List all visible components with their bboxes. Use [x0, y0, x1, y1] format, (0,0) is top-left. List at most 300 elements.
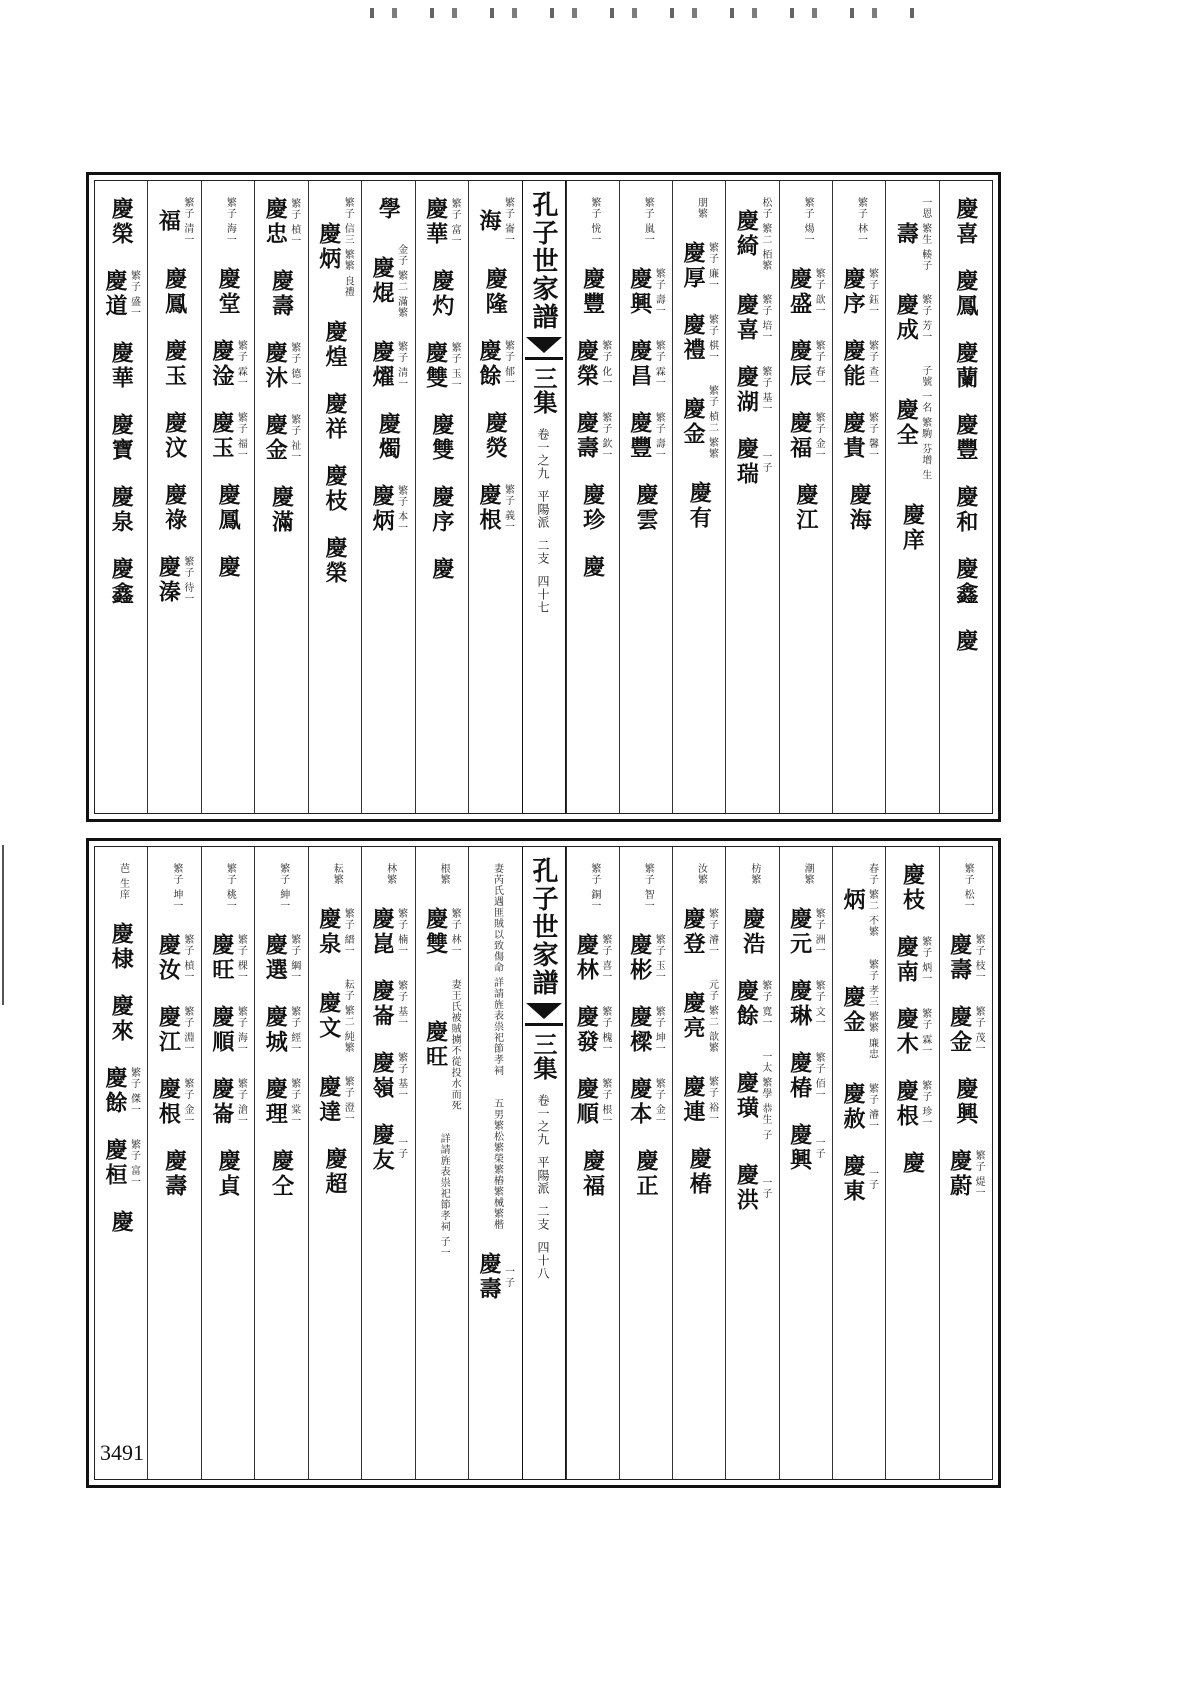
entry — [371, 340, 406, 390]
text-column — [95, 181, 147, 813]
person-name: 慶枝 — [899, 863, 926, 913]
person-name: 慶赦 — [839, 1081, 866, 1132]
person-name: 慶喜 — [952, 197, 979, 247]
annotation: 繁子 歆一 — [813, 268, 825, 317]
annotation: 繁子 玉一 — [449, 341, 461, 391]
annotation: 繁子 玉一 — [653, 934, 665, 983]
text-column — [725, 847, 778, 1479]
person-name: 慶南 — [893, 935, 920, 985]
annotation: 繁子 培一 — [759, 294, 771, 343]
entry — [422, 979, 461, 1111]
person-name: 慶豐 — [952, 413, 979, 463]
annotation: 繁子 茂一 — [973, 1006, 985, 1055]
annotation: 繁子 信三 繁繁 良禮 — [342, 197, 354, 298]
person-name: 慶木 — [893, 1007, 920, 1057]
left-half — [95, 181, 522, 813]
person-name: 慶金 — [262, 413, 289, 463]
annotation: 繁子 濬一 — [706, 907, 718, 957]
person-name: 慶本 — [626, 1077, 653, 1128]
entry — [428, 485, 455, 535]
entry — [626, 933, 665, 984]
entry — [575, 1077, 610, 1127]
person-name: 慶華 — [108, 341, 135, 391]
entry — [682, 1075, 717, 1125]
annotation: 詳請旌表祟祀節孝祠 子一 — [438, 1133, 450, 1259]
person-name: 慶順 — [208, 1005, 235, 1056]
person-name: 慶金 — [946, 1005, 973, 1056]
annotation: 繁子 基一 — [395, 1051, 407, 1101]
person-name: 慶理 — [262, 1077, 289, 1128]
annotation: 子號 一名 繁駒 芬增 生 — [919, 365, 931, 482]
entry — [952, 197, 979, 247]
annotation: 繁子 松一 — [962, 863, 974, 912]
entry — [735, 979, 770, 1029]
genealogy-page-47 — [86, 172, 1001, 822]
entry — [208, 933, 247, 984]
entry — [575, 933, 610, 983]
person-name: 慶庠 — [899, 503, 926, 554]
book-title: 孔子世家譜 — [528, 857, 558, 997]
entry — [682, 907, 717, 957]
annotation: 繁子 裕一 — [706, 1076, 718, 1125]
text-column — [939, 181, 992, 813]
person-name: 慶湖 — [733, 365, 760, 416]
fish-tail-mark — [526, 337, 562, 353]
annotation: 繁子 崙一 — [502, 197, 514, 246]
person-name: 慶福 — [579, 1149, 606, 1200]
entry — [275, 863, 288, 911]
annotation: 繁子 化一 — [599, 340, 611, 389]
entry — [371, 979, 406, 1029]
annotation: 繁子 坤一 — [653, 1006, 665, 1055]
entry — [108, 994, 135, 1045]
person-name: 慶江 — [155, 1005, 182, 1056]
entry — [161, 411, 188, 462]
person-name: 慶溱 — [155, 555, 182, 606]
volume-info — [535, 418, 552, 614]
person-name: 慶林 — [573, 933, 600, 984]
annotation: 繁子 海一 — [224, 197, 236, 246]
person-name: 炳 — [839, 887, 866, 913]
text-column — [254, 181, 307, 813]
person-name: 慶亮 — [680, 991, 707, 1042]
right-half — [566, 847, 993, 1479]
person-name: 慶連 — [680, 1075, 707, 1126]
person-name: 壽 — [893, 221, 920, 247]
person-name: 慶煌 — [321, 319, 348, 370]
entry — [735, 1051, 770, 1141]
entry — [839, 411, 878, 462]
entry — [268, 485, 295, 535]
person-name: 慶樑 — [626, 1005, 653, 1056]
text-column — [619, 847, 672, 1479]
entry — [482, 411, 509, 462]
entry — [422, 197, 461, 247]
entry — [482, 267, 509, 318]
entry — [735, 365, 770, 415]
entry — [693, 863, 706, 885]
person-name: 慶 — [899, 1151, 926, 1176]
entry — [735, 197, 770, 271]
person-name: 慶沐 — [262, 341, 289, 391]
annotation: 繁子 祉一 — [288, 413, 300, 463]
person-name: 慶 — [428, 557, 455, 582]
entry — [315, 197, 354, 298]
entry — [101, 1138, 140, 1189]
text-column — [308, 847, 361, 1479]
text-column — [779, 181, 832, 813]
annotation: 繁子 寬一 — [759, 979, 771, 1029]
entry — [586, 863, 599, 911]
person-name: 慶福 — [786, 411, 813, 462]
person-name: 慶綺 — [733, 209, 760, 260]
annotation: 繁子 基一 — [759, 366, 771, 415]
annotation: 繁子 炳一 — [919, 935, 931, 985]
entry — [264, 1077, 299, 1127]
person-name: 慶鑫 — [952, 557, 979, 607]
annotation: 繁子 紳一 — [277, 863, 289, 912]
entry — [215, 555, 242, 581]
person-name: 慶仝 — [268, 1149, 295, 1200]
person-name: 慶蘭 — [952, 341, 979, 391]
entry — [208, 1077, 247, 1128]
entry — [899, 503, 926, 554]
annotation: 繁子 孝三 繁繁 廉忠 — [866, 959, 878, 1060]
person-name: 慶能 — [839, 339, 866, 390]
person-name: 慶來 — [108, 994, 135, 1045]
person-name: 慶焜 — [369, 256, 396, 307]
entry — [321, 319, 348, 370]
annotation: 繁子 文一 — [813, 979, 825, 1029]
annotation: 繁子 芳一 — [919, 294, 931, 343]
text-column — [832, 847, 885, 1479]
annotation: 妻王氏被賊擄不從投水而死 — [449, 979, 461, 1111]
entry — [264, 1005, 299, 1055]
text-column — [832, 181, 885, 813]
person-name: 慶超 — [321, 1147, 348, 1198]
person-name: 慶金 — [839, 984, 866, 1035]
entry — [215, 267, 242, 318]
person-name: 慶枝 — [321, 463, 348, 514]
person-name: 慶炳 — [315, 222, 342, 273]
entry — [315, 907, 354, 957]
entry — [682, 385, 717, 459]
page-number: 四十七 — [536, 575, 550, 614]
entry — [735, 437, 770, 487]
sub-branch: 二支 — [536, 1205, 550, 1231]
entry — [846, 483, 873, 534]
person-name: 學 — [375, 197, 402, 222]
text-column — [201, 847, 254, 1479]
annotation: 繁子 查一 — [866, 340, 878, 389]
annotation: 一子 — [866, 1167, 878, 1190]
entry — [952, 485, 979, 535]
text-column — [95, 847, 147, 1479]
person-name: 慶登 — [680, 907, 707, 957]
entry — [839, 339, 878, 390]
page-frame — [94, 180, 993, 814]
entry — [215, 483, 242, 534]
entry — [839, 1081, 878, 1132]
scan-edge-line — [2, 845, 4, 1005]
person-name: 慶榮 — [573, 339, 600, 390]
annotation: 一子 — [813, 1137, 825, 1159]
annotation: 繁子 珍一 — [919, 1079, 931, 1129]
person-name: 慶榮 — [108, 197, 135, 247]
annotation: 繁子 煶一 — [973, 1150, 985, 1199]
text-column — [201, 181, 254, 813]
annotation: 繁子 待一 — [181, 556, 193, 605]
entry — [108, 557, 135, 607]
entry — [382, 863, 395, 885]
annotation: 春子 繁二 不繁 — [866, 863, 878, 938]
text-column — [672, 847, 725, 1479]
person-name: 慶旺 — [422, 1020, 449, 1070]
person-name: 慶隆 — [482, 267, 509, 318]
annotation: 繁子 銅一 — [588, 863, 600, 912]
entry — [315, 1075, 354, 1126]
person-name: 慶崙 — [208, 1077, 235, 1128]
entry — [157, 197, 192, 245]
entry — [108, 1210, 135, 1236]
text-column — [147, 181, 200, 813]
entry — [108, 922, 135, 973]
annotation: 繁子 楨一 — [288, 197, 300, 247]
person-name: 慶椿 — [686, 1147, 713, 1198]
entry — [739, 907, 766, 957]
text-column — [885, 847, 938, 1479]
person-name: 慶壽 — [946, 933, 973, 984]
person-name: 慶忠 — [262, 197, 289, 247]
person-name: 慶順 — [573, 1077, 600, 1128]
entry — [161, 267, 188, 318]
person-name: 慶貞 — [215, 1149, 242, 1200]
person-name: 慶雙 — [428, 413, 455, 463]
person-name: 慶豐 — [626, 411, 653, 462]
annotation: 繁子 縉一 — [342, 907, 354, 957]
person-name: 慶 — [215, 555, 242, 581]
annotation: 繁子 濬一 — [866, 1082, 878, 1131]
person-name: 慶餘 — [101, 1066, 128, 1117]
entry — [586, 197, 599, 245]
person-name: 慶灼 — [428, 269, 455, 319]
person-name: 慶根 — [893, 1079, 920, 1129]
person-name: 慶禮 — [680, 313, 707, 363]
person-name: 慶棣 — [108, 922, 135, 973]
text-column — [147, 847, 200, 1479]
entry — [895, 365, 930, 481]
person-name: 慶浩 — [739, 907, 766, 957]
entry — [579, 267, 606, 318]
entry — [786, 1051, 825, 1101]
annotation: 繁子 盛一 — [128, 269, 140, 319]
text-column — [566, 847, 619, 1479]
scan-edge-marks — [370, 8, 930, 18]
entry — [632, 1149, 659, 1200]
person-name: 慶椿 — [786, 1051, 813, 1101]
text-column — [254, 847, 307, 1479]
entry — [108, 485, 135, 535]
entry — [478, 1252, 513, 1302]
scan-page-number: 3491 — [100, 1440, 144, 1465]
right-half — [566, 181, 993, 813]
entry — [371, 1051, 406, 1101]
entry — [952, 557, 979, 607]
entry — [478, 483, 513, 533]
entry — [853, 197, 866, 245]
person-name: 慶琳 — [786, 979, 813, 1029]
entry — [268, 269, 295, 319]
annotation: 芭 生庠 — [117, 863, 129, 901]
person-name: 慶壽 — [268, 269, 295, 319]
entry — [101, 1066, 140, 1117]
person-name: 慶興 — [626, 267, 653, 318]
page-frame — [94, 846, 993, 1480]
entry — [428, 269, 455, 319]
person-name: 慶寶 — [108, 413, 135, 463]
person-name: 慶金 — [680, 397, 707, 448]
genealogy-page-48 — [86, 838, 1001, 1488]
annotation: 繁子 淵一 — [181, 1006, 193, 1055]
entry — [268, 1149, 295, 1200]
entry — [264, 413, 299, 463]
annotation: 繁子 桃一 — [224, 863, 236, 912]
person-name: 慶厚 — [680, 241, 707, 291]
person-name: 慶雙 — [422, 341, 449, 391]
annotation: 繁子 福一 — [235, 412, 247, 461]
entry — [693, 197, 706, 219]
annotation: 繁子 洲一 — [813, 907, 825, 957]
annotation: 繁子 佰一 — [813, 1051, 825, 1101]
person-name: 慶蔚 — [946, 1149, 973, 1200]
text-column — [361, 847, 414, 1479]
entry — [640, 863, 653, 911]
annotation: 金子 繁二 滿繁 — [395, 244, 407, 319]
person-name: 慶滿 — [268, 485, 295, 535]
annotation: 繁子 郁一 — [502, 340, 514, 389]
annotation: 繁子 德一 — [288, 341, 300, 391]
person-name: 慶貴 — [839, 411, 866, 462]
person-name: 慶盛 — [786, 267, 813, 318]
person-name: 福 — [155, 208, 182, 234]
person-name: 慶昌 — [626, 339, 653, 390]
entry — [800, 863, 813, 885]
person-name: 慶成 — [893, 293, 920, 344]
annotation: 繁子 霖一 — [919, 1007, 931, 1057]
entry — [786, 979, 825, 1029]
entry — [108, 413, 135, 463]
person-name: 慶祥 — [321, 391, 348, 442]
entry — [640, 197, 653, 245]
person-name: 慶全 — [893, 398, 920, 449]
person-name: 慶江 — [792, 483, 819, 534]
person-name: 慶正 — [632, 1149, 659, 1200]
annotation: 繁子 欽一 — [599, 412, 611, 461]
entry — [626, 267, 665, 318]
person-name: 慶洪 — [733, 1162, 760, 1213]
person-name: 慶崙 — [369, 979, 396, 1029]
person-name: 慶壽 — [476, 1252, 503, 1303]
annotation: 繁子 春一 — [813, 340, 825, 389]
annotation: 繁子 楨一 — [181, 934, 193, 983]
annotation: 繁子 傑一 — [128, 1067, 140, 1116]
entry — [626, 1005, 665, 1056]
annotation: 林繁 — [384, 863, 396, 885]
annotation: 繁子 馨一 — [866, 412, 878, 461]
entry — [786, 339, 825, 390]
entry — [626, 339, 665, 390]
annotation: 繁子 清一 — [181, 197, 193, 246]
annotation: 繁子 霖一 — [235, 340, 247, 389]
annotation: 繁子 廉一 — [706, 241, 718, 291]
annotation: 一子 — [759, 1176, 771, 1199]
text-column — [939, 847, 992, 1479]
annotation: 繁子 棠一 — [288, 1078, 300, 1127]
annotation: 繁子 煬一 — [802, 197, 814, 246]
entry — [800, 197, 813, 245]
text-column — [885, 181, 938, 813]
person-name: 慶鳳 — [161, 267, 188, 318]
person-name: 慶文 — [315, 991, 342, 1042]
person-name: 慶雲 — [632, 483, 659, 534]
sub-branch: 二支 — [536, 539, 550, 565]
text-column — [468, 181, 521, 813]
entry — [161, 1149, 188, 1200]
person-name: 慶序 — [428, 485, 455, 535]
annotation: 五男繁松繁榮繁樁繁械繁楷 — [491, 1098, 503, 1231]
entry — [899, 1151, 926, 1176]
person-name: 慶玉 — [161, 339, 188, 390]
entry — [264, 197, 299, 247]
person-name: 慶鑫 — [108, 557, 135, 607]
annotation: 繁子 根一 — [599, 1078, 611, 1127]
entry — [208, 339, 247, 390]
annotation: 耘繁 — [331, 863, 343, 885]
entry — [321, 463, 348, 514]
entry — [115, 863, 128, 900]
person-name: 慶華 — [422, 197, 449, 247]
entry — [208, 1005, 247, 1056]
entry — [321, 1147, 348, 1198]
annotation: 一子 — [502, 1266, 514, 1289]
entry — [157, 555, 192, 605]
entry — [222, 197, 235, 245]
entry — [478, 339, 513, 389]
person-name: 慶崑 — [369, 907, 396, 957]
entry — [786, 1123, 825, 1173]
entry — [682, 313, 717, 363]
person-name: 慶海 — [846, 483, 873, 534]
entry — [899, 863, 926, 913]
person-name: 慶餘 — [733, 979, 760, 1029]
branch: 平陽派 — [536, 490, 550, 529]
person-name: 慶汶 — [161, 411, 188, 462]
entry — [264, 341, 299, 391]
annotation: 繁子 喜一 — [599, 934, 611, 983]
volume: 卷一之九 — [536, 1094, 550, 1146]
person-name: 慶旺 — [208, 933, 235, 984]
entry — [428, 557, 455, 582]
entry — [215, 1149, 242, 1200]
person-name: 慶炳 — [369, 484, 396, 535]
person-name: 慶雙 — [422, 907, 449, 957]
entry — [735, 1163, 770, 1213]
entry — [786, 411, 825, 462]
annotation: 繁子 霖一 — [653, 340, 665, 389]
entry — [626, 411, 665, 462]
entry — [478, 197, 513, 245]
person-name: 慶泉 — [315, 907, 342, 957]
